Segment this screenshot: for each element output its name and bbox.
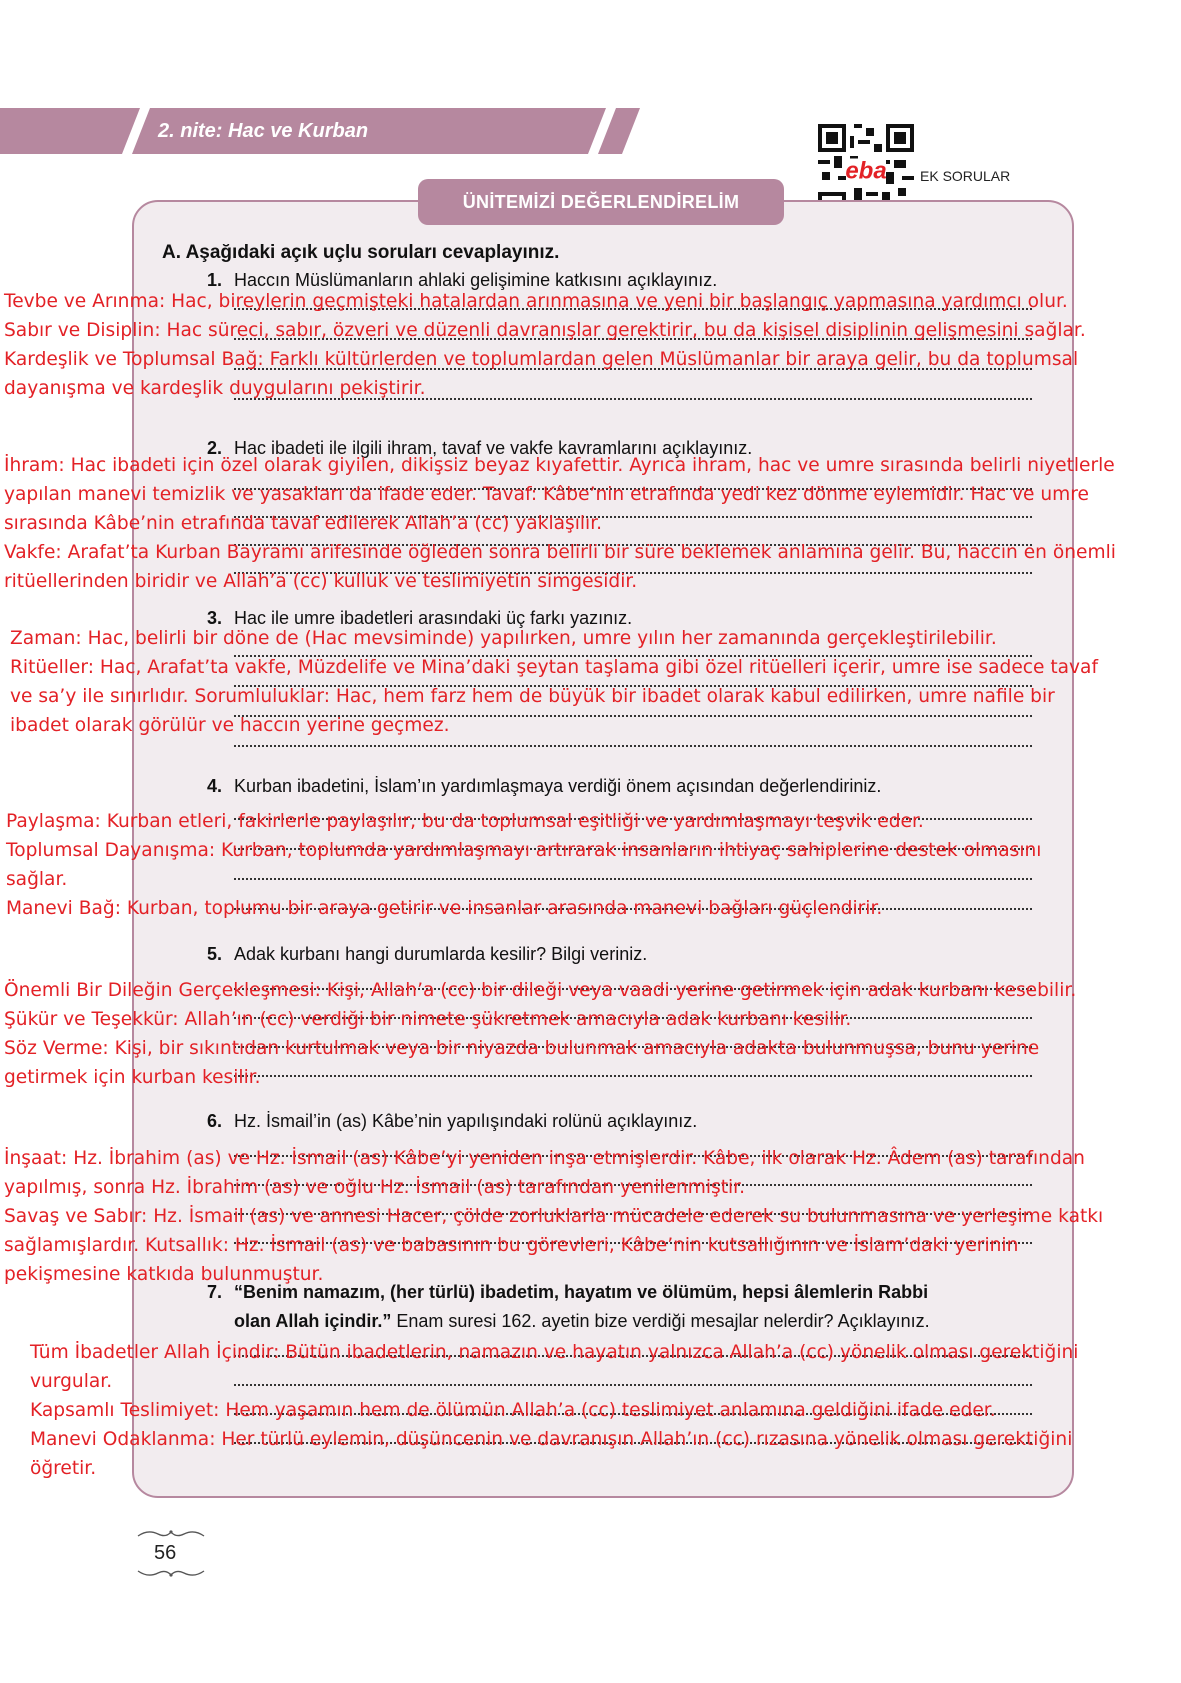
answer-3: Zaman: Hac, belirli bir döne de (Hac mevsiminde) yapılırken, umre yılın her zamanında gerçekleştirilebilir. Ritüeller: Hac, Arafat’ta vakfe, Müzdelife ve Mina’daki şeytan taşlama gibi özel ritüelleri içerir, umre ise sadece tavaf ve sa’y ile sınırlıdır. Sorumluluklar: Hac, hem farz hem de büyük bir ibadet olarak kabul edilirken, umre nafile bir ibadet olarak görülür ve haccın yerine geçmez. xyxy=(10,628,1098,736)
question-3: 3. Hac ile umre ibadetleri arasındaki üç farkı yazınız. xyxy=(206,608,633,628)
ornament-bottom-icon xyxy=(136,1567,206,1579)
question-6: 6. Hz. İsmail’in (as) Kâbe’nin yapılışındaki rolünü açıklayınız. xyxy=(206,1111,698,1131)
question-2: 2. Hac ibadeti ile ilgili ihram, tavaf ve vakfe kavramlarını açıklayınız. xyxy=(206,438,753,458)
answer-line xyxy=(234,745,1032,747)
section-heading: A. Aşağıdaki açık uçlu soruları cevaplayınız. xyxy=(162,242,560,263)
question-4: 4. Kurban ibadetini, İslam’ın yardımlaşmaya verdiği önem açısından değerlendiriniz. xyxy=(206,776,882,796)
ek-sorular-label: EK SORULAR xyxy=(920,168,1011,184)
ornament-top-icon xyxy=(136,1528,206,1540)
unit-title: 2. nite: Hac ve Kurban xyxy=(158,120,369,142)
answer-2: İhram: Hac ibadeti için özel olarak giyilen, dikişsiz beyaz kıyafettir. Ayrıca ihram, hac ve umre sırasında belirli niyetlerle yapılan manevi temizlik ve yasakları da ifade eder. Tavaf: Kâbe’nin etrafında yedi kez dönme eylemidir. Hac ve umre sırasında Kâbe’nin etrafında tavaf edilerek Allah’a (cc) yaklaşılır. Vakfe: Arafat’ta Kurban Bayramı arifesinde öğleden sonra belirli bir süre beklemek anlamına gelir. Bu, haccın en önemli ritüellerinden biridir ve Allah’a (cc) kulluk ve teslimiyetin simgesidir. xyxy=(4,455,1116,592)
question-5: 5. Adak kurbanı hangi durumlarda kesilir? Bilgi veriniz. xyxy=(206,944,648,964)
section-title-tab: ÜNİTEMİZİ DEĞERLENDİRELİM xyxy=(418,179,784,225)
answer-7: Tüm İbadetler Allah İçindir: Bütün ibadetlerin, namazın ve hayatın yalnızca Allah’a (cc) yönelik olması gerektiğini vurgular. Kapsamlı Teslimiyet: Hem yaşamın hem de ölümün Allah’a (cc) teslimiyet anlamına geldiğini ifade eder. Manevi Odaklanma: Her türlü eylemin, düşüncenin ve davranışın Allah’ın (cc) rızasına yönelik olması gerektiğini öğretir. xyxy=(30,1342,1079,1479)
answer-5: Önemli Bir Dileğin Gerçekleşmesi: Kişi, Allah’a (cc) bir dileği veya vaadi yerine getirmek için adak kurbanı kesebilir. Şükür ve Teşekkür: Allah’ın (cc) verdiği bir nimete şükretmek amacıyla adak kurbanı kesilir. Söz Verme: Kişi, bir sıkıntıdan kurtulmak veya bir niyazda bulunmak amacıyla adakta bulunmuşsa, bunu yerine getirmek için kurban kesilir. xyxy=(4,980,1077,1088)
question-1: 1. Haccın Müslümanların ahlaki gelişimine katkısını açıklayınız. xyxy=(206,270,718,290)
question-7: 7. “Benim namazım, (her türlü) ibadetim, hayatım ve ölümüm, hepsi âlemlerin Rabbi olan Allah içindir.” Enam suresi 162. ayetin bize verdiği mesajlar nelerdir? Açıklayınız. xyxy=(206,1282,930,1331)
answer-1: Tevbe ve Arınma: Hac, bireylerin geçmişteki hatalardan arınmasına ve yeni bir başlangıç yapmasına yardımcı olur. Sabır ve Disiplin: Hac süreci, sabır, özveri ve düzenli davranışlar gerektirir, bu da kişisel disiplinin gelişmesini sağlar. Kardeşlik ve Toplumsal Bağ: Farklı kültürlerden ve toplumlardan gelen Müslümanlar bir araya gelir, bu da toplumsal dayanışma ve kardeşlik duygularını pekiştirir. xyxy=(4,291,1086,399)
eba-logo-icon: eba xyxy=(845,157,887,185)
answer-4: Paylaşma: Kurban etleri, fakirlerle paylaşılır, bu da toplumsal eşitliği ve yardımlaşmayı teşvik eder. Toplumsal Dayanışma: Kurban, toplumda yardımlaşmayı artırarak insanların ihtiyaç sahiplerine destek olmasını sağlar. Manevi Bağ: Kurban, toplumu bir araya getirir ve insanlar arasında manevi bağları güçlendirir. xyxy=(6,811,1042,919)
answer-6: İnşaat: Hz. İbrahim (as) ve Hz. İsmail (as) Kâbe’yi yeniden inşa etmişlerdir. Kâbe, ilk olarak Hz. Âdem (as) tarafından yapılmış, sonra Hz. İbrahim (as) ve oğlu Hz. İsmail (as) tarafından yenilenmiştir. Savaş ve Sabır: Hz. İsmail (as) ve annesi Hacer, çölde zorluklarla mücadele ederek su bulunmasına ve yerleşime katkı sağlamışlardır. Kutsallık: Hz. İsmail (as) ve babasının bu görevleri, Kâbe’nin kutsallığının ve İslam’daki yerinin pekişmesine katkıda bulunmuştur. xyxy=(4,1148,1104,1285)
page-number: 56 xyxy=(154,1542,177,1564)
